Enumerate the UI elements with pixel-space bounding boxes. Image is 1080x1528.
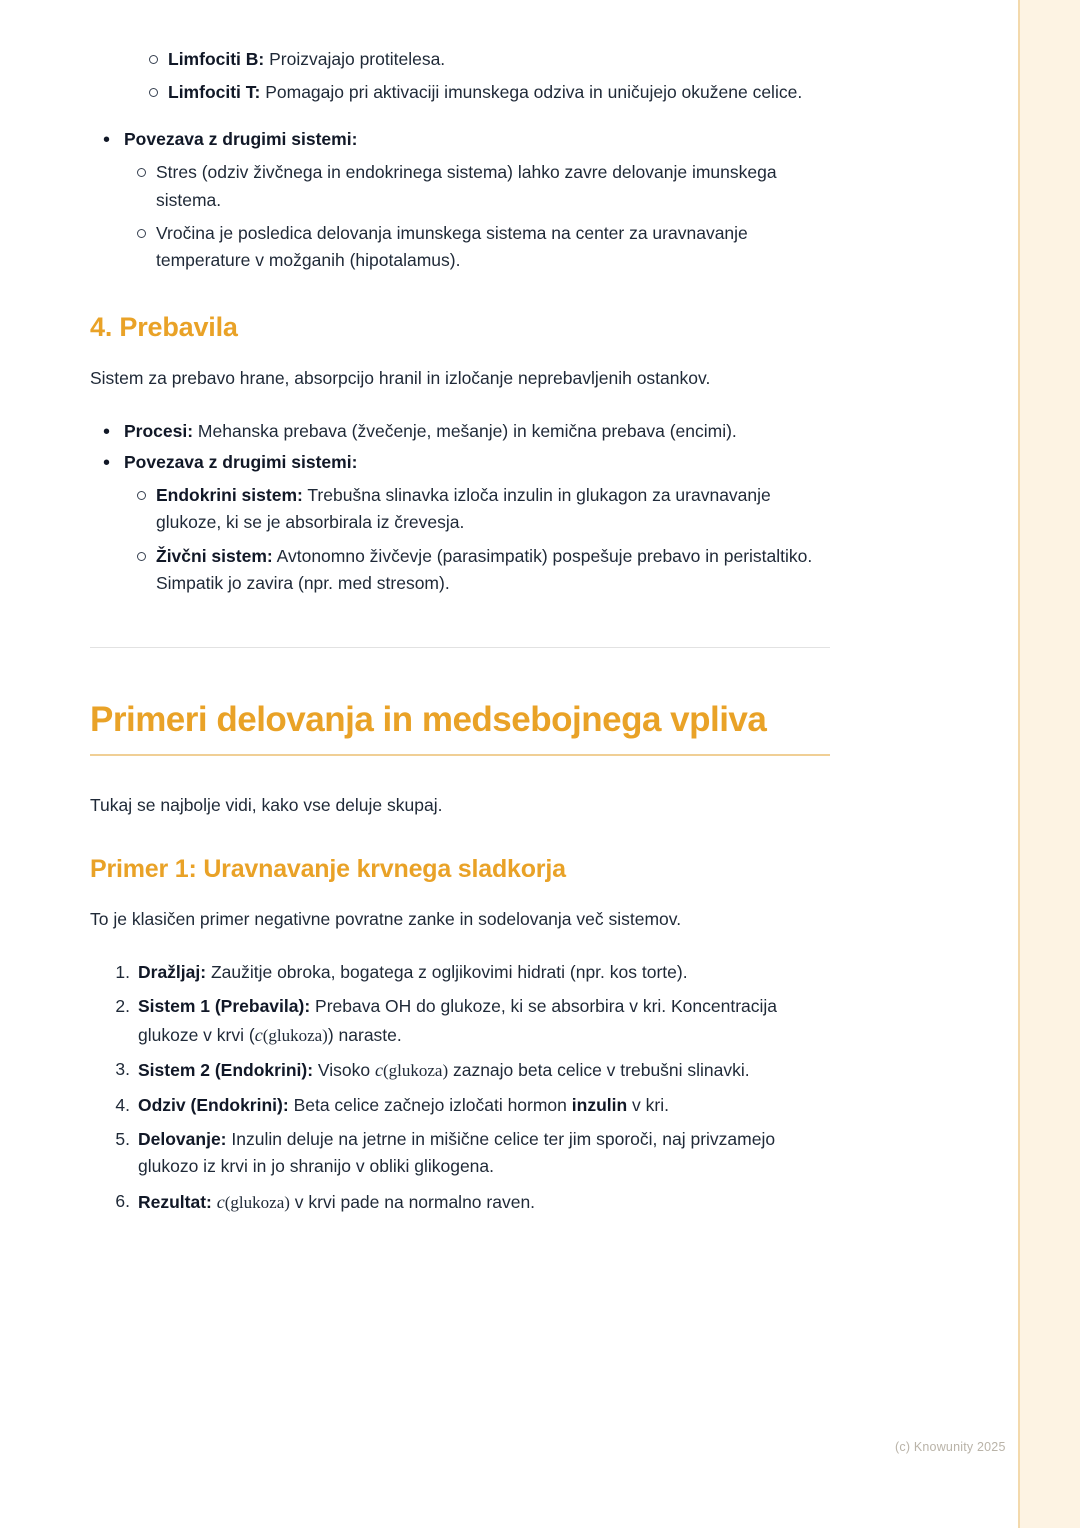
list-item: [124, 482, 830, 536]
document-content: [90, 0, 830, 1223]
list-item-label: Živčni sistem:: [156, 545, 273, 566]
prebavila-connection-list: [124, 482, 830, 597]
list-item: [90, 1092, 830, 1119]
list-item: [136, 46, 830, 73]
list-item-text: Avtonomno živčevje (parasimpatik) pospešuje prebavo in peristaltiko. Simpatik jo zavira (npr. med stresom).: [156, 545, 813, 593]
list-item: [90, 993, 830, 1049]
math-arg: (glukoza): [382, 1061, 449, 1081]
math-arg: (glukoza): [224, 1192, 290, 1212]
subsection-heading-primer1: Primer 1: Uravnavanje krvnega sladkorja: [90, 854, 566, 883]
primer1-steps: [90, 959, 830, 1216]
step-label: Sistem 1 (Prebavila):: [138, 996, 311, 1017]
page-title: Primeri delovanja in medsebojnega vpliva: [90, 699, 767, 739]
step-text-post: zaznajo beta celice v trebušni slinavki.: [448, 1060, 750, 1081]
list-item: [90, 449, 830, 597]
list-item-text: Proizvajajo protitelesa.: [264, 49, 446, 69]
step-text: Prebava OH do glukoze, ki se absorbira v kri. Koncentracija glukoze v krvi (: [138, 996, 778, 1045]
page-margin-rule: [1018, 0, 1020, 1528]
immune-cell-sublist: [136, 46, 830, 106]
list-item: [124, 543, 830, 597]
list-item: [90, 126, 830, 274]
section-intro-paragraph: Sistem za prebavo hrane, absorpcijo hranil in izločanje neprebavljenih ostankov.: [90, 367, 711, 388]
step-text: Zaužitje obroka, bogatega z ogljikovimi hidrati (npr. kos torte).: [206, 962, 688, 982]
list-item-label: Limfociti T:: [168, 82, 261, 103]
step-text: Inzulin deluje na jetrne in mišične celice ter jim sporoči, naj privzamejo glukozo iz krvi in jo shranijo v obliki glikogena.: [138, 1128, 776, 1177]
connection-heading: Povezava z drugimi sistemi:: [124, 452, 358, 473]
list-item-label: Limfociti B:: [168, 49, 265, 69]
list-item: [90, 1126, 830, 1181]
list-item-label: Procesi:: [124, 421, 194, 441]
step-text: Beta celice začnejo izločati hormon: [288, 1094, 572, 1115]
immune-connection-list: [124, 159, 830, 274]
list-item: [90, 959, 830, 986]
step-label: Odziv (Endokrini):: [138, 1094, 289, 1115]
list-item: [90, 418, 830, 445]
list-item-text: Pomagajo pri aktivaciji imunskega odziva in uničujejo okužene celice.: [260, 82, 803, 103]
list-item-text: Mehanska prebava (žvečenje, mešanje) in kemična prebava (encimi).: [193, 421, 737, 441]
math-symbol: c: [374, 1060, 383, 1081]
step-text-post: ) naraste.: [327, 1024, 402, 1045]
step-label: Dražljaj:: [138, 962, 207, 982]
list-item-text: Trebušna slinavka izloča inzulin in glukagon za uravnavanje glukoze, ki se je absorbirala iz črevesja.: [156, 485, 771, 533]
connection-heading: Povezava z drugimi sistemi:: [124, 129, 358, 150]
math-symbol: c: [216, 1191, 225, 1212]
list-item: [124, 159, 830, 213]
list-item: [136, 79, 830, 106]
immune-connection-block: [90, 126, 830, 274]
list-item-label: Endokrini sistem:: [156, 485, 303, 506]
page-margin-strip: [1020, 0, 1080, 1528]
prebavila-bullets: [90, 418, 830, 597]
step-text: Visoko: [313, 1060, 375, 1081]
list-item: [90, 1056, 830, 1085]
math-symbol: c: [254, 1024, 263, 1045]
step-emphasis: inzulin: [571, 1094, 628, 1115]
list-item: [124, 220, 830, 274]
step-label: Delovanje:: [138, 1128, 227, 1149]
list-item-text: Stres (odziv živčnega in endokrinega sistema) lahko zavre delovanje imunskega sistema.: [156, 162, 777, 210]
primer1-intro: To je klasičen primer negativne povratne zanke in sodelovanja več sistemov.: [90, 908, 682, 929]
examples-intro: Tukaj se najbolje vidi, kako vse deluje skupaj.: [90, 794, 443, 815]
step-label: Sistem 2 (Endokrini):: [138, 1060, 314, 1081]
list-item: [90, 1188, 830, 1217]
list-item-text: Vročina je posledica delovanja imunskega sistema na center za uravnavanje temperature v možganih (hipotalamus).: [156, 222, 748, 270]
math-arg: (glukoza): [262, 1025, 328, 1045]
watermark: (c) Knowunity 2025: [895, 1440, 1006, 1454]
section-heading-prebavila: 4. Prebavila: [90, 311, 238, 342]
step-text-post: v krvi pade na normalno raven.: [289, 1191, 536, 1212]
step-label: Rezultat:: [138, 1191, 212, 1212]
step-text-post: v kri.: [627, 1094, 669, 1115]
